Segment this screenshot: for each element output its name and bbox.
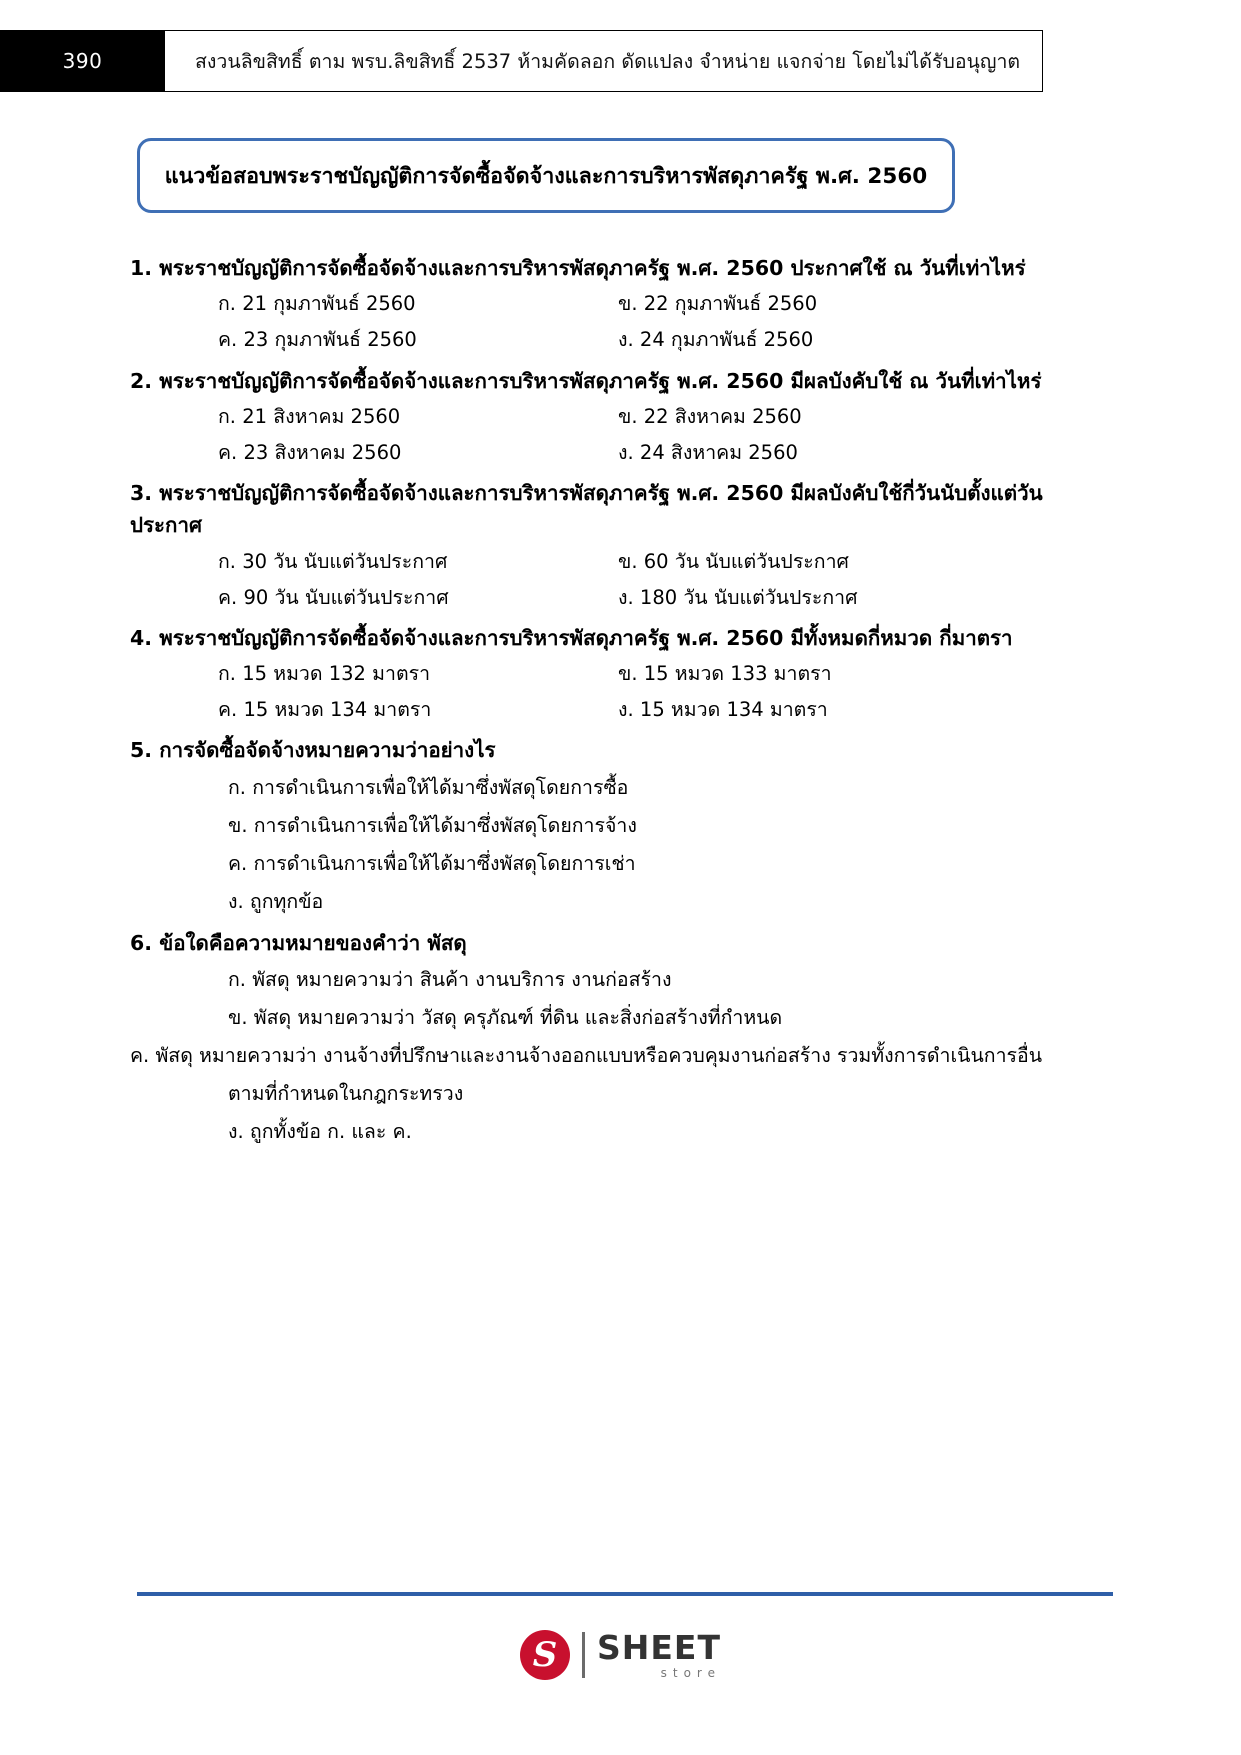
- question-block-6: [130, 927, 1070, 1151]
- choice-option[interactable]: ข. พัสดุ หมายความว่า วัสดุ ครุภัณฑ์ ที่ดิน และสิ่งก่อสร้างที่กำหนด: [228, 1006, 783, 1030]
- choice-option[interactable]: ง. ถูกทั้งข้อ ก. และ ค.: [228, 1120, 412, 1144]
- choice-group: [130, 769, 1070, 921]
- choice-option[interactable]: ข. 15 หมวด 133 มาตรา: [618, 662, 832, 686]
- question-block-4: [130, 622, 1070, 729]
- choice-option[interactable]: ก. การดำเนินการเพื่อให้ได้มาซึ่งพัสดุโดยการซื้อ: [228, 775, 629, 799]
- copyright-bar: [165, 30, 1043, 92]
- brand-subtitle: store: [660, 1666, 721, 1680]
- page-header: [0, 30, 1043, 92]
- question-text: 5. การจัดซื้อจัดจ้างหมายความว่าอย่างไร: [130, 738, 496, 763]
- question-text: 2. พระราชบัญญัติการจัดซื้อจัดจ้างและการบริหารพัสดุภาครัฐ พ.ศ. 2560 มีผลบังคับใช้ ณ วันที่เท่าไหร่: [130, 368, 1042, 393]
- logo-letter: S: [532, 1635, 558, 1675]
- question-text: 4. พระราชบัญญัติการจัดซื้อจัดจ้างและการบริหารพัสดุภาครัฐ พ.ศ. 2560 มีทั้งหมดกี่หมวด กี่มาตรา: [130, 625, 1013, 650]
- question-block-5: [130, 734, 1070, 920]
- choice-option[interactable]: ค. 90 วัน นับแต่วันประกาศ: [218, 585, 449, 609]
- sheet-store-logo-icon: [520, 1630, 570, 1680]
- footer-divider: [137, 1592, 1113, 1596]
- question-text: 1. พระราชบัญญัติการจัดซื้อจัดจ้างและการบริหารพัสดุภาครัฐ พ.ศ. 2560 ประกาศใช้ ณ วันที่เท่าไหร่: [130, 256, 1026, 280]
- copyright-text: สงวนลิขสิทธิ์ ตาม พรบ.ลิขสิทธิ์ 2537 ห้ามคัดลอก ดัดแปลง จำหน่าย แจกจ่าย โดยไม่ได้รับอนุญาต: [195, 49, 1021, 73]
- choice-option[interactable]: ก. 21 กุมภาพันธ์ 2560: [218, 292, 416, 316]
- question-block-3: [130, 477, 1070, 616]
- page-number-box: [0, 30, 165, 92]
- choice-group: [130, 286, 1070, 358]
- page-number: 390: [62, 49, 103, 73]
- choice-option[interactable]: ค. 23 กุมภาพันธ์ 2560: [218, 328, 417, 352]
- choice-option[interactable]: ข. 22 สิงหาคม 2560: [618, 404, 802, 428]
- exam-questions-container: [130, 252, 1070, 1157]
- footer-logo: [0, 1630, 1241, 1680]
- choice-option[interactable]: ค. พัสดุ หมายความว่า งานจ้างที่ปรึกษาและงานจ้างออกแบบหรือควบคุมงานก่อสร้าง รวมทั้งการดำเนินการอื่นตามที่กำหนดในกฎกระทรวง: [130, 1044, 1043, 1106]
- choice-option[interactable]: ง. 15 หมวด 134 มาตรา: [618, 698, 828, 722]
- choice-group: [130, 399, 1070, 471]
- choice-option[interactable]: ง. 24 กุมภาพันธ์ 2560: [618, 328, 814, 352]
- document-title-box: [137, 138, 955, 213]
- choice-option[interactable]: ข. 22 กุมภาพันธ์ 2560: [618, 292, 818, 316]
- choice-group: [130, 544, 1070, 616]
- logo-divider: [582, 1632, 585, 1678]
- page-title: แนวข้อสอบพระราชบัญญัติการจัดซื้อจัดจ้างและการบริหารพัสดุภาครัฐ พ.ศ. 2560: [164, 163, 928, 189]
- choice-option[interactable]: ง. ถูกทุกข้อ: [228, 889, 324, 913]
- choice-option[interactable]: ค. 23 สิงหาคม 2560: [218, 440, 402, 464]
- choice-group: [130, 961, 1070, 1151]
- choice-option[interactable]: ง. 24 สิงหาคม 2560: [618, 440, 798, 464]
- choice-option[interactable]: ง. 180 วัน นับแต่วันประกาศ: [618, 585, 858, 609]
- choice-option[interactable]: ก. 15 หมวด 132 มาตรา: [218, 662, 431, 686]
- choice-option[interactable]: ข. 60 วัน นับแต่วันประกาศ: [618, 549, 849, 573]
- question-block-1: [130, 252, 1070, 359]
- choice-option[interactable]: ค. 15 หมวด 134 มาตรา: [218, 698, 432, 722]
- question-block-2: [130, 365, 1070, 472]
- choice-option[interactable]: ก. พัสดุ หมายความว่า สินค้า งานบริการ งานก่อสร้าง: [228, 968, 672, 992]
- choice-option[interactable]: ข. การดำเนินการเพื่อให้ได้มาซึ่งพัสดุโดยการจ้าง: [228, 813, 637, 837]
- choice-option[interactable]: ค. การดำเนินการเพื่อให้ได้มาซึ่งพัสดุโดยการเช่า: [228, 851, 636, 875]
- choice-option[interactable]: ก. 21 สิงหาคม 2560: [218, 404, 401, 428]
- brand-text: [597, 1628, 721, 1680]
- brand-name: SHEET: [597, 1628, 721, 1667]
- choice-option[interactable]: ก. 30 วัน นับแต่วันประกาศ: [218, 549, 448, 573]
- question-text: 3. พระราชบัญญัติการจัดซื้อจัดจ้างและการบริหารพัสดุภาครัฐ พ.ศ. 2560 มีผลบังคับใช้กี่วันนับตั้งแต่วันประกาศ: [130, 481, 1043, 538]
- choice-group: [130, 656, 1070, 728]
- question-text: 6. ข้อใดคือความหมายของคำว่า พัสดุ: [130, 930, 467, 955]
